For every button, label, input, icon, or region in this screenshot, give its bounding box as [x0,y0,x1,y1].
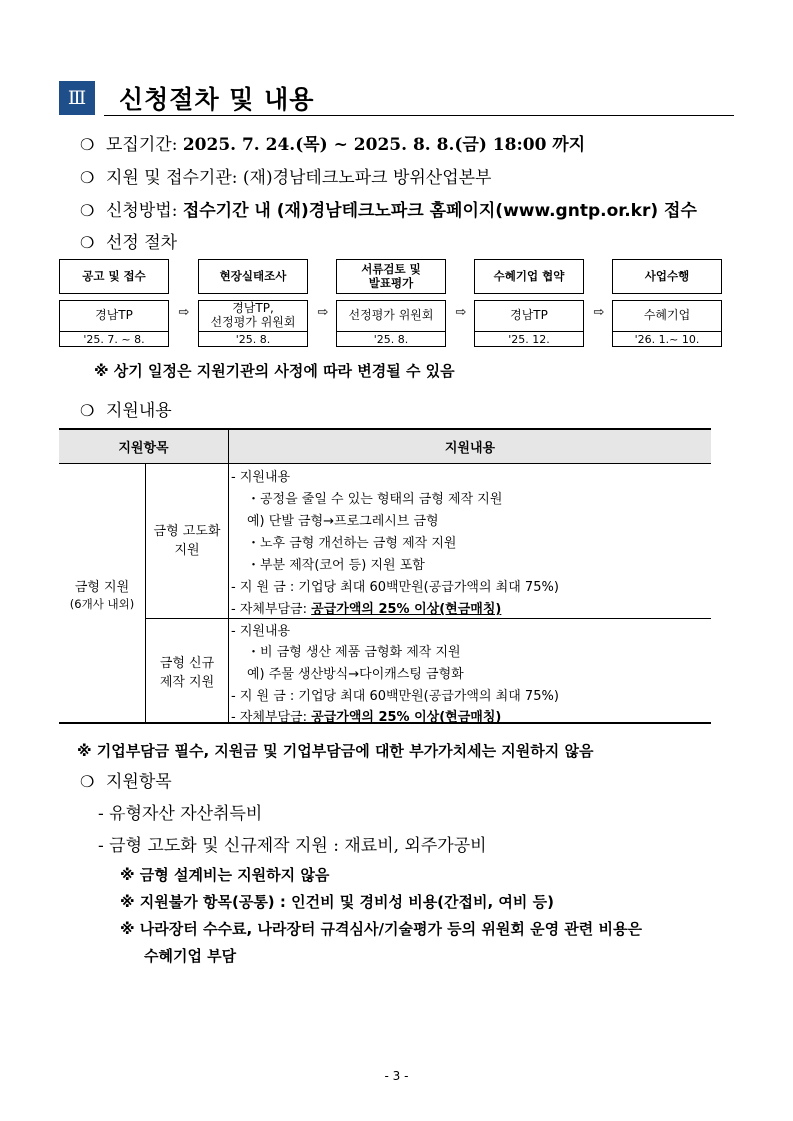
bullet-selection-procedure [80,228,177,253]
step-owner [198,300,308,332]
table-header-content: 지원내용 [444,441,496,456]
item-note: ※ 나라장터 수수료, 나라장터 규격심사/기술평가 등의 위원회 운영 관련 비용은 [120,920,642,938]
step-title: 공고 및 접수 [59,259,169,294]
section-divider [104,115,734,116]
bullet-label: 신청방법: [106,201,183,221]
bullet-icon: ❍ [80,168,95,187]
item-line: 지원 [174,543,200,558]
table-border-top [59,428,711,430]
step-title [336,259,446,294]
table-category-sub: (6개사 내외) [69,597,135,611]
bullet-icon: ❍ [80,201,95,220]
step-date: '25. 12. [474,332,584,347]
bullet-label: 모집기간: [106,135,183,155]
item-note-continued: 수혜기업 부담 [144,947,237,965]
content-line: ・공정을 줄일 수 있는 형태의 금형 제작 지원 [247,492,503,507]
step-title-line: 서류검토 및 [361,261,421,276]
vat-note: ※ 기업부담금 필수, 지원금 및 기업부담금에 대한 부가가치세는 지원하지 않음 [77,742,594,760]
step-date: '26. 1.~ 10. [612,332,722,347]
bullet-icon: ❍ [80,135,95,154]
self-funding-line [231,706,501,725]
bullet-icon: ❍ [80,233,95,252]
self-funding-value: 공급가액의 25% 이상(현금매칭) [311,602,502,617]
self-funding-label: - 자체부담금: [231,710,312,725]
item-line: 제작 지원 [159,675,215,690]
content-line: ・부분 제작(코어 등) 지원 포함 [247,558,425,573]
arrow-right-icon: ⇨ [593,305,605,320]
item-line: 금형 신규 [159,656,215,671]
item-note: ※ 지원불가 항목(공통) : 인건비 및 경비성 비용(간접비, 여비 등) [120,893,554,911]
step-owner: 수혜기업 [612,300,722,332]
content-line: - 지원내용 [231,470,291,485]
content-line: - 지 원 금 : 기업당 최대 60백만원(공급가액의 최대 75%) [231,580,559,595]
bullet-label: 지원 및 접수기관: [106,168,243,188]
schedule-note: ※ 상기 일정은 지원기관의 사정에 따라 변경될 수 있음 [94,362,455,380]
table-category: 금형 지원 [74,580,130,595]
bullet-value: 2025. 7. 24.(목) ~ 2025. 8. 8.(금) 18:00 까지 [182,135,586,155]
step-title: 수혜기업 협약 [474,259,584,294]
step-title: 사업수행 [612,259,722,294]
content-line: ・노후 금형 개선하는 금형 제작 지원 [247,536,457,551]
process-step-document-review [336,259,446,347]
table-header-rule [59,463,711,464]
bullet-label: 지원내용 [106,401,172,421]
bullet-recruitment-period [80,130,585,155]
content-line: - 지원내용 [231,624,291,639]
process-step-site-inspection [198,259,308,347]
step-date: '25. 7. ~ 8. [59,332,169,347]
bullet-icon: ❍ [80,401,95,420]
table-row-rule [145,618,711,619]
step-owner-line: 경남TP, [232,301,274,316]
step-owner-line: 선정평가 위원회 [210,315,296,329]
table-item-new-mold [146,652,228,690]
self-funding-value: 공급가액의 25% 이상(현금매칭) [311,710,502,725]
section-title: 신청절차 및 내용 [119,85,315,114]
process-step-agreement [474,259,584,347]
arrow-right-icon: ⇨ [455,305,467,320]
step-title-line: 발표평가 [368,275,414,290]
bullet-application-method [80,196,697,221]
item-line: 금형 고도화 [153,524,221,539]
arrow-right-icon: ⇨ [317,305,329,320]
content-line: 예) 단발 금형→프로그레시브 금형 [247,514,439,529]
bullet-label: 지원항목 [106,772,172,792]
page-number: - 3 - [384,1069,409,1083]
bullet-support-content [80,396,172,421]
support-item: - 금형 고도화 및 신규제작 지원 : 재료비, 외주가공비 [98,836,487,856]
table-item-advanced-mold [146,520,228,558]
self-funding-line [231,598,501,617]
bullet-value: (재)경남테크노파크 방위산업본부 [242,168,492,188]
support-table [59,428,711,724]
arrow-right-icon: ⇨ [178,305,190,320]
section-number-badge: Ⅲ [59,81,95,115]
bullet-support-items [80,767,172,792]
table-header-item: 지원항목 [118,441,169,456]
support-item: - 유형자산 자산취득비 [98,804,263,824]
step-date: '25. 8. [336,332,446,347]
process-step-announcement [59,259,169,347]
bullet-label: 선정 절차 [106,233,178,253]
step-owner: 경남TP [59,300,169,332]
step-owner: 선정평가 위원회 [336,300,446,332]
item-note: ※ 금형 설계비는 지원하지 않음 [120,866,330,884]
bullet-value: 접수기간 내 (재)경남테크노파크 홈페이지(www.gntp.or.kr) 접수 [182,201,697,221]
process-step-execution [612,259,722,347]
bullet-icon: ❍ [80,772,95,791]
table-col-rule [228,428,229,724]
content-line: - 지 원 금 : 기업당 최대 60백만원(공급가액의 최대 75%) [231,689,559,704]
bullet-support-agency [80,163,491,188]
content-line: ・비 금형 생산 제품 금형화 제작 지원 [247,645,461,660]
self-funding-label: - 자체부담금: [231,602,312,617]
step-date: '25. 8. [198,332,308,347]
step-title: 현장실태조사 [198,259,308,294]
content-line: 예) 주물 생산방식→다이캐스팅 금형화 [247,667,464,682]
step-owner: 경남TP [474,300,584,332]
